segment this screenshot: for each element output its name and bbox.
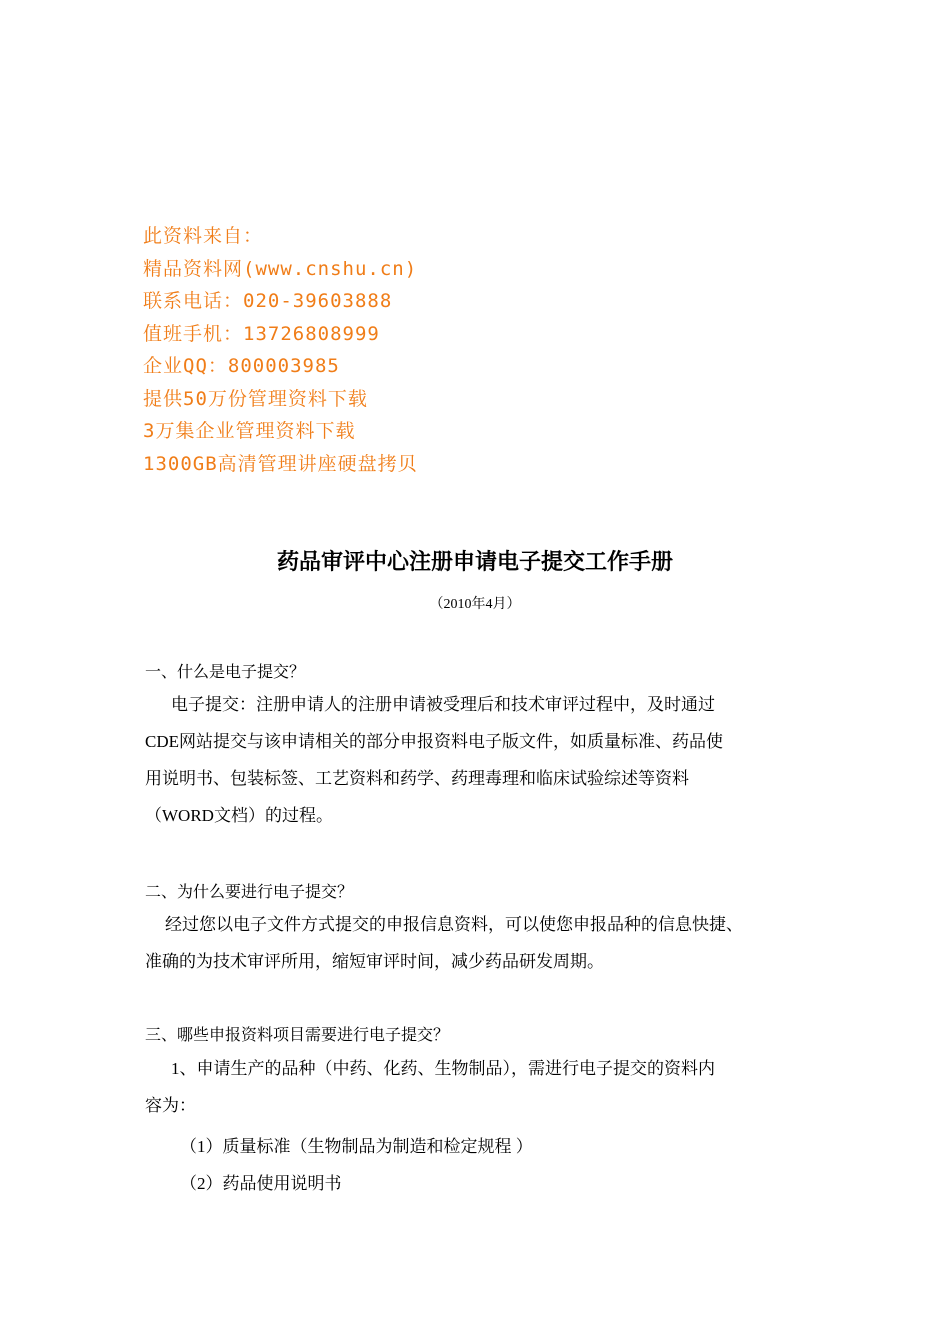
list-item: （2）药品使用说明书: [180, 1174, 342, 1193]
body-line: 用说明书、包装标签、工艺资料和药学、药理毒理和临床试验综述等资料: [145, 769, 689, 788]
body-line: 电子提交：注册申请人的注册申请被受理后和技术审评过程中，及时通过: [171, 695, 715, 714]
section-heading-3: 三、哪些申报资料项目需要进行电子提交？: [145, 1025, 450, 1044]
promo-line: 值班手机：13726808999: [143, 322, 380, 345]
promo-line: 联系电话：020-39603888: [143, 290, 393, 312]
promo-line: 1300GB高清管理讲座硬盘拷贝: [143, 452, 418, 475]
promo-line: 3万集企业管理资料下载: [143, 420, 356, 442]
body-line: （WORD文档）的过程。: [145, 806, 333, 825]
document-date: （2010年4月）: [429, 597, 521, 612]
body-line: 准确的为技术审评所用，缩短审评时间，减少药品研发周期。: [145, 952, 604, 971]
body-line: 容为：: [145, 1096, 196, 1115]
promo-line: 企业QQ：800003985: [143, 355, 340, 377]
section-body-2: [145, 906, 810, 980]
section-body-3: [145, 1050, 810, 1124]
promo-line: 精品资料网(www.cnshu.cn): [143, 257, 418, 280]
body-line: CDE网站提交与该申请相关的部分申报资料电子版文件，如质量标准、药品使: [145, 732, 723, 751]
promo-line: 提供50万份管理资料下载: [143, 387, 368, 410]
promo-line: 此资料来自：: [143, 225, 264, 247]
body-line: 经过您以电子文件方式提交的申报信息资料，可以使您申报品种的信息快捷、: [165, 915, 743, 934]
document-title: 药品审评中心注册申请电子提交工作手册: [276, 550, 673, 575]
section-body-1: [145, 686, 810, 834]
section-heading-2: 二、为什么要进行电子提交？: [145, 882, 354, 901]
list-item: （1）质量标准（生物制品为制造和检定规程 ）: [180, 1137, 533, 1156]
promo-block: [143, 220, 643, 480]
section-heading-1: 一、什么是电子提交？: [145, 662, 306, 681]
body-line: 1、申请生产的品种（中药、化药、生物制品），需进行电子提交的资料内: [171, 1059, 715, 1078]
